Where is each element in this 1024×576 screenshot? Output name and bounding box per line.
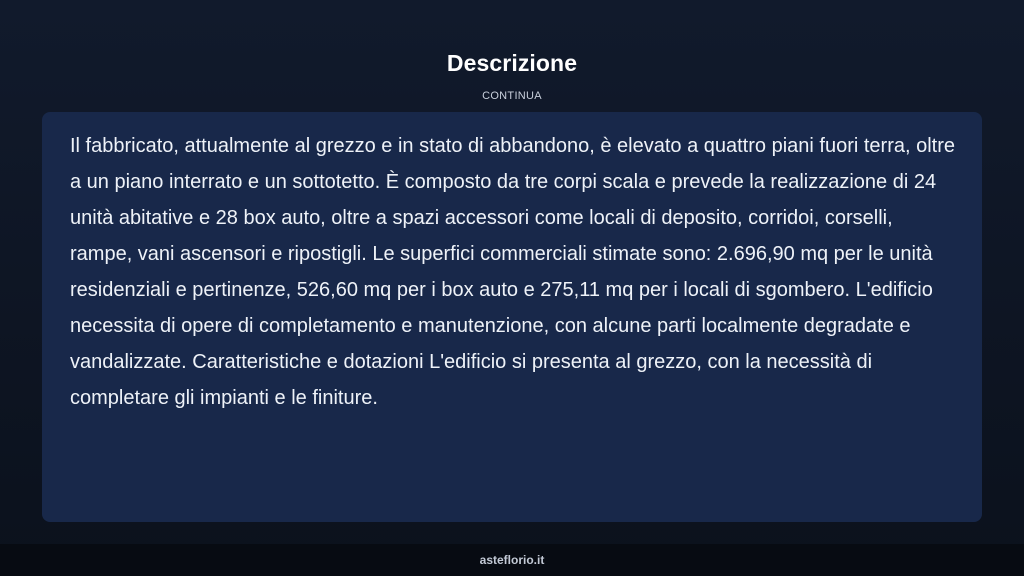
description-panel xyxy=(42,112,982,522)
footer-site-label: asteflorio.it xyxy=(0,544,1024,576)
continue-label: CONTINUA xyxy=(482,90,542,102)
description-text: Il fabbricato, attualmente al grezzo e in stato di abbandono, è elevato a quattro piani fuori terra, oltre a un piano interrato e un sottotetto. È composto da tre corpi scala e prevede la realizzazione di 24 unità abitative e 28 box auto, oltre a spazi accessori come locali di deposito, corridoi, corselli, rampe, vani ascensori e ripostigli. Le superfici commerciali stimate sono: 2.696,90 mq per le unità residenziali e pertinenze, 526,60 mq per i box auto e 275,11 mq per i locali di sgombero. L'edificio necessita di opere di completamento e manutenzione, con alcune parti localmente degradate e vandalizzate. Caratteristiche e dotazioni L'edificio si presenta al grezzo, con la necessità di completare gli impianti e le finiture. xyxy=(70,135,955,409)
page-title: Descrizione xyxy=(446,50,578,76)
